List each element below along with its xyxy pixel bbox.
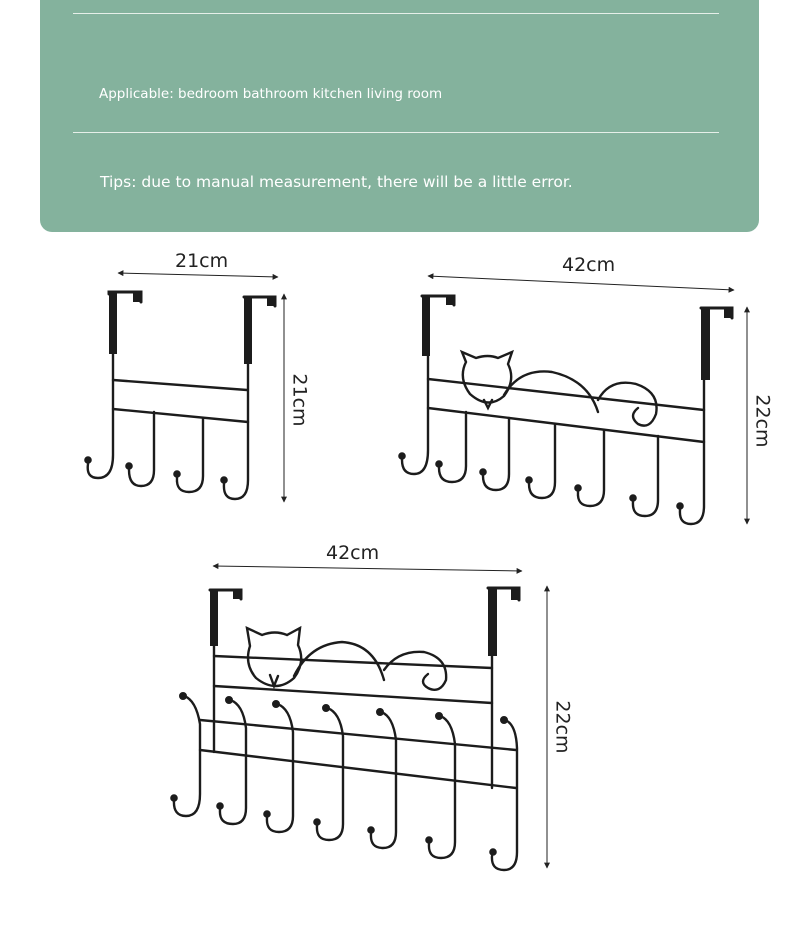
width-label: 42cm bbox=[326, 542, 380, 564]
applicable-text: Applicable: bedroom bathroom kitchen living room bbox=[99, 86, 443, 102]
width-dimension-line bbox=[428, 276, 734, 290]
door-clip-icon bbox=[210, 589, 241, 646]
width-label: 42cm bbox=[562, 254, 616, 276]
door-clip-icon bbox=[244, 296, 275, 364]
hanger-7-hook-double-drawing bbox=[171, 588, 519, 870]
width-dimension-line bbox=[118, 273, 278, 277]
door-clip-icon bbox=[701, 307, 732, 380]
door-clip-icon bbox=[422, 296, 454, 356]
height-label: 22cm bbox=[751, 394, 774, 448]
width-dimension-line bbox=[213, 566, 522, 571]
height-label: 22cm bbox=[551, 700, 574, 754]
hanger-4-hook-drawing bbox=[85, 292, 275, 499]
width-label: 21cm bbox=[175, 250, 229, 272]
hanger-7-hook-cat-drawing bbox=[399, 296, 732, 524]
door-clip-icon bbox=[109, 292, 141, 354]
height-label: 21cm bbox=[288, 373, 311, 427]
tips-text: Tips: due to manual measurement, there will be a little error. bbox=[100, 173, 573, 191]
door-clip-icon bbox=[488, 588, 519, 656]
